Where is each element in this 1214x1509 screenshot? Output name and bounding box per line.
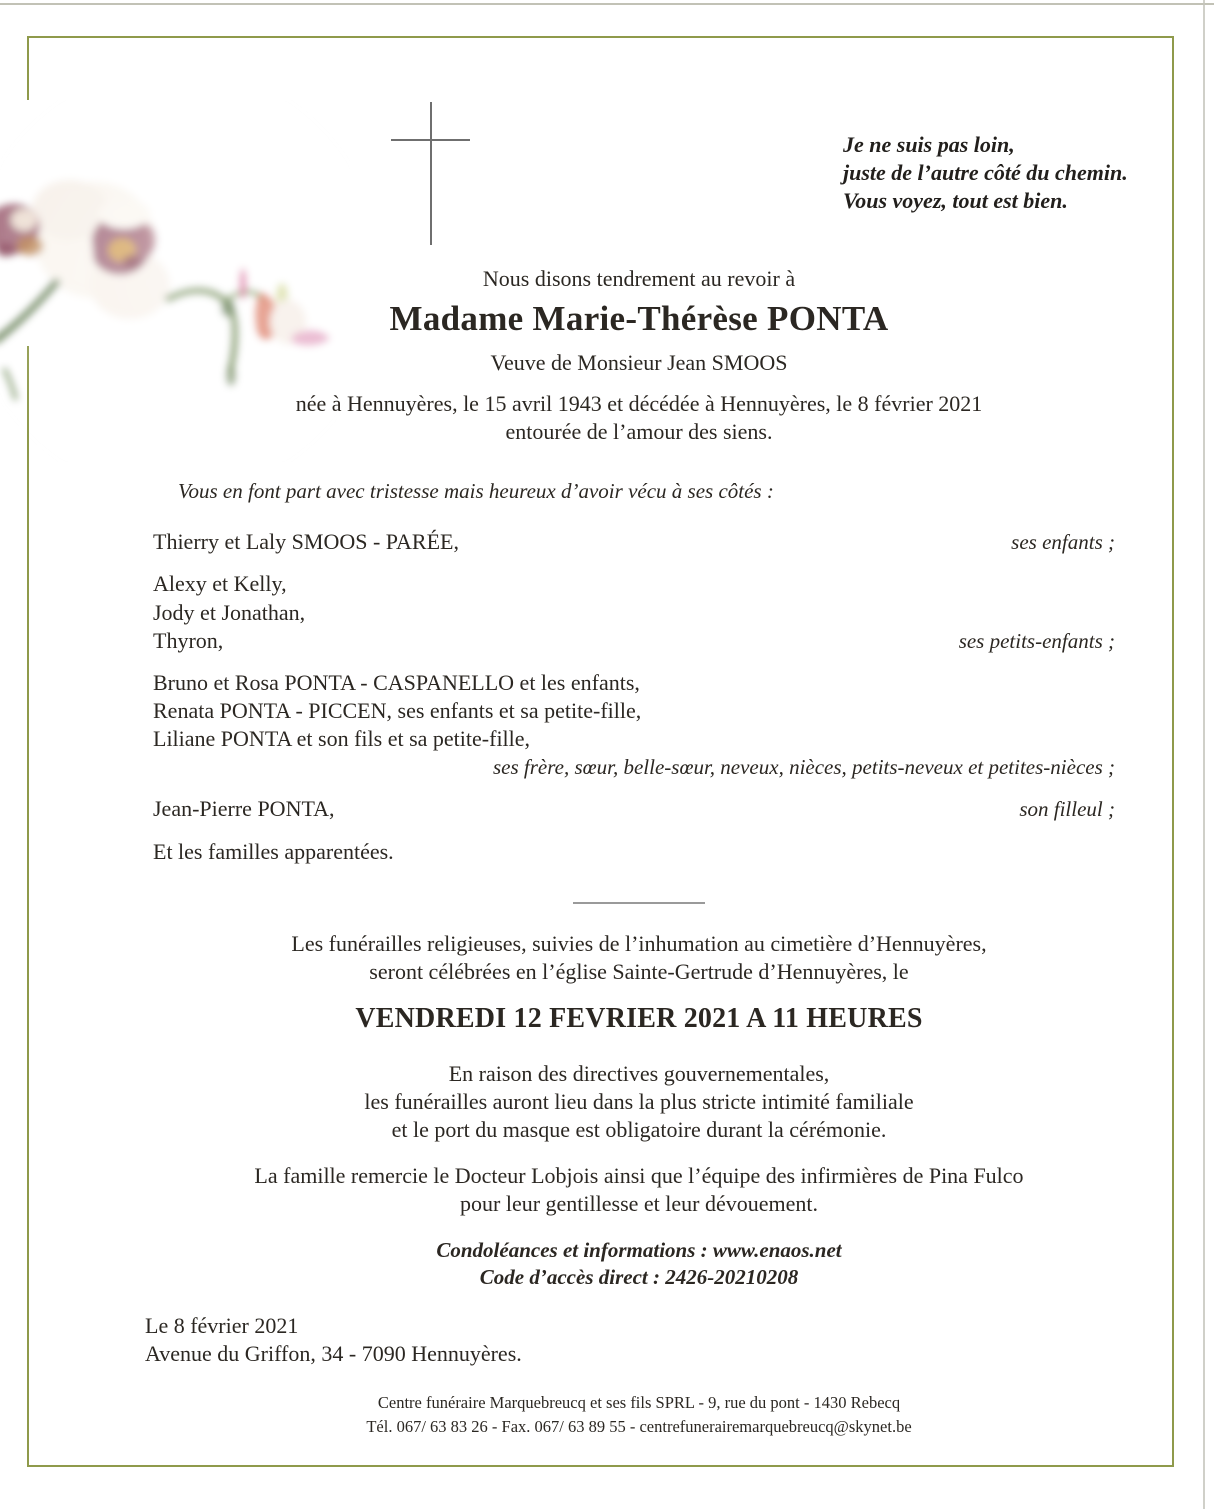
- condolences-line-1: Condoléances et informations : www.enaos.net: [436, 1238, 842, 1262]
- family-name-line: Renata PONTA - PICCEN, ses enfants et sa petite-fille,: [153, 698, 642, 723]
- quote-line-2: juste de l’autre côté du chemin.: [843, 160, 1128, 185]
- birth-death-line-2: entourée de l’amour des siens.: [505, 419, 773, 444]
- ceremony-datetime: VENDREDI 12 FEVRIER 2021 A 11 HEURES: [355, 1003, 923, 1034]
- condolences-line-2: Code d’accès direct : 2426-20210208: [479, 1265, 799, 1289]
- quote-line-3: Vous voyez, tout est bien.: [843, 188, 1068, 213]
- quote-line-1: Je ne suis pas loin,: [843, 132, 1015, 157]
- ceremony-block: [158, 930, 1120, 986]
- thanks-line-2: pour leur gentillesse et leur dévouement.: [460, 1191, 818, 1216]
- birth-death-line-1: née à Hennuyères, le 15 avril 1943 et décédée à Hennuyères, le 8 février 2021: [295, 391, 983, 416]
- date-place-block: [145, 1312, 522, 1368]
- thanks-line-1: La famille remercie le Docteur Lobjois ainsi que l’équipe des infirmières de Pina Fulco: [254, 1163, 1024, 1188]
- covid-line-1: En raison des directives gouvernementales,: [448, 1061, 830, 1086]
- announcement-address: Avenue du Griffon, 34 - 7090 Hennuyères.: [145, 1341, 522, 1366]
- family-name-line: Thierry et Laly SMOOS - PARÉE,: [153, 529, 459, 554]
- family-name-line: Jean-Pierre PONTA,: [153, 796, 335, 821]
- relation-label: ses frère, sœur, belle-sœur, neveux, nièces, petits-neveux et petites-nièces ;: [492, 755, 1115, 779]
- deceased-name: Madame Marie-Thérèse PONTA: [389, 299, 889, 338]
- family-name-line: Alexy et Kelly,: [153, 571, 287, 596]
- covid-notice-block: [158, 1060, 1120, 1144]
- memorial-quote: [843, 131, 1183, 215]
- covid-line-3: et le port du masque est obligatoire durant la cérémonie.: [391, 1117, 887, 1142]
- relation-label: ses petits-enfants ;: [958, 629, 1115, 653]
- family-name-line: Jody et Jonathan,: [153, 600, 306, 625]
- cross-icon: [430, 102, 432, 245]
- covid-line-2: les funérailles auront lieu dans la plus stricte intimité familiale: [364, 1089, 914, 1114]
- announcement-date: Le 8 février 2021: [145, 1313, 299, 1338]
- ceremony-line-2: seront célébrées en l’église Sainte-Gertrude d’Hennuyères, le: [369, 959, 909, 984]
- ceremony-line-1: Les funérailles religieuses, suivies de l’inhumation au cimetière d’Hennuyères,: [291, 931, 987, 956]
- birth-death-block: [158, 390, 1120, 446]
- widow-line: Veuve de Monsieur Jean SMOOS: [490, 350, 788, 375]
- scan-edge-top: [0, 3, 1214, 5]
- thanks-block: [158, 1162, 1120, 1218]
- cross-icon-arm: [391, 139, 470, 141]
- relation-label: son filleul ;: [1019, 797, 1115, 821]
- family-name-line: Et les familles apparentées.: [153, 839, 394, 864]
- condolences-block: [158, 1237, 1120, 1291]
- relation-label: ses enfants ;: [1011, 530, 1115, 554]
- family-name-line: Thyron,: [153, 628, 224, 653]
- intro-line: Nous disons tendrement au revoir à: [482, 266, 796, 291]
- family-name-line: Liliane PONTA et son fils et sa petite-fille,: [153, 726, 531, 751]
- section-divider: [573, 902, 705, 904]
- announcement-lead: Vous en font part avec tristesse mais heureux d’avoir vécu à ses côtés :: [178, 479, 774, 503]
- funeral-home-block: [158, 1391, 1120, 1439]
- family-name-line: Bruno et Rosa PONTA - CASPANELLO et les enfants,: [153, 670, 640, 695]
- funeral-home-line-2: Tél. 067/ 63 83 26 - Fax. 067/ 63 89 55 - centrefunerairemarquebreucq@skynet.be: [366, 1417, 912, 1436]
- funeral-home-line-1: Centre funéraire Marquebreucq et ses fils SPRL - 9, rue du pont - 1430 Rebecq: [377, 1393, 901, 1412]
- scan-edge-right: [1203, 0, 1205, 1509]
